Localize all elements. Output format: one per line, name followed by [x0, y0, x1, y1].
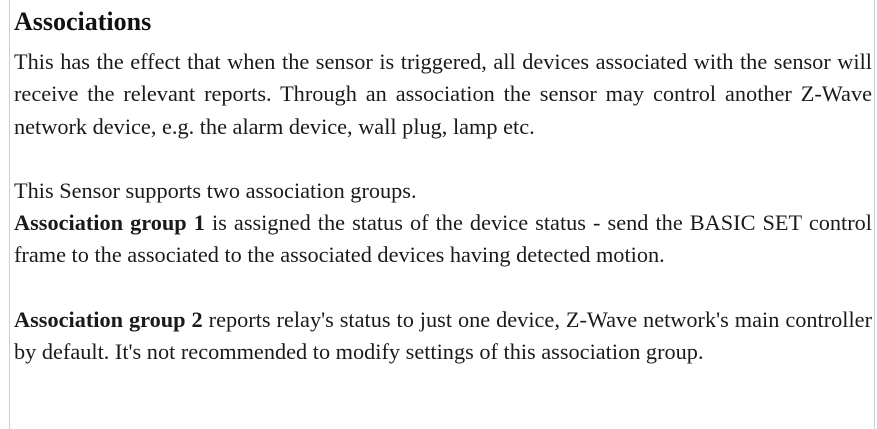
group1-label: Association group 1	[14, 210, 205, 236]
group2-paragraph	[14, 304, 872, 369]
group1-text: is assigned the status of the device status - send the BASIC SET control frame to the associated to the associated devices having detected motion.	[14, 210, 873, 268]
group2-label: Association group 2	[14, 306, 203, 332]
group2-text: reports relay's status to just one device, Z-Wave network's main controller by default. It's not recommended to modify settings of this association group.	[14, 306, 872, 365]
section-heading: Associations	[14, 7, 152, 36]
intro-paragraph: This has the effect that when the sensor is triggered, all devices associated with the sensor will receive the relevant reports. Through an association the sensor may control another Z-Wave network device, e.g. the alarm device, wall plug, lamp etc.	[14, 49, 872, 139]
supports-sentence: This Sensor supports two association groups.	[14, 177, 417, 203]
document-content	[14, 0, 872, 368]
groups-paragraph	[14, 175, 872, 272]
